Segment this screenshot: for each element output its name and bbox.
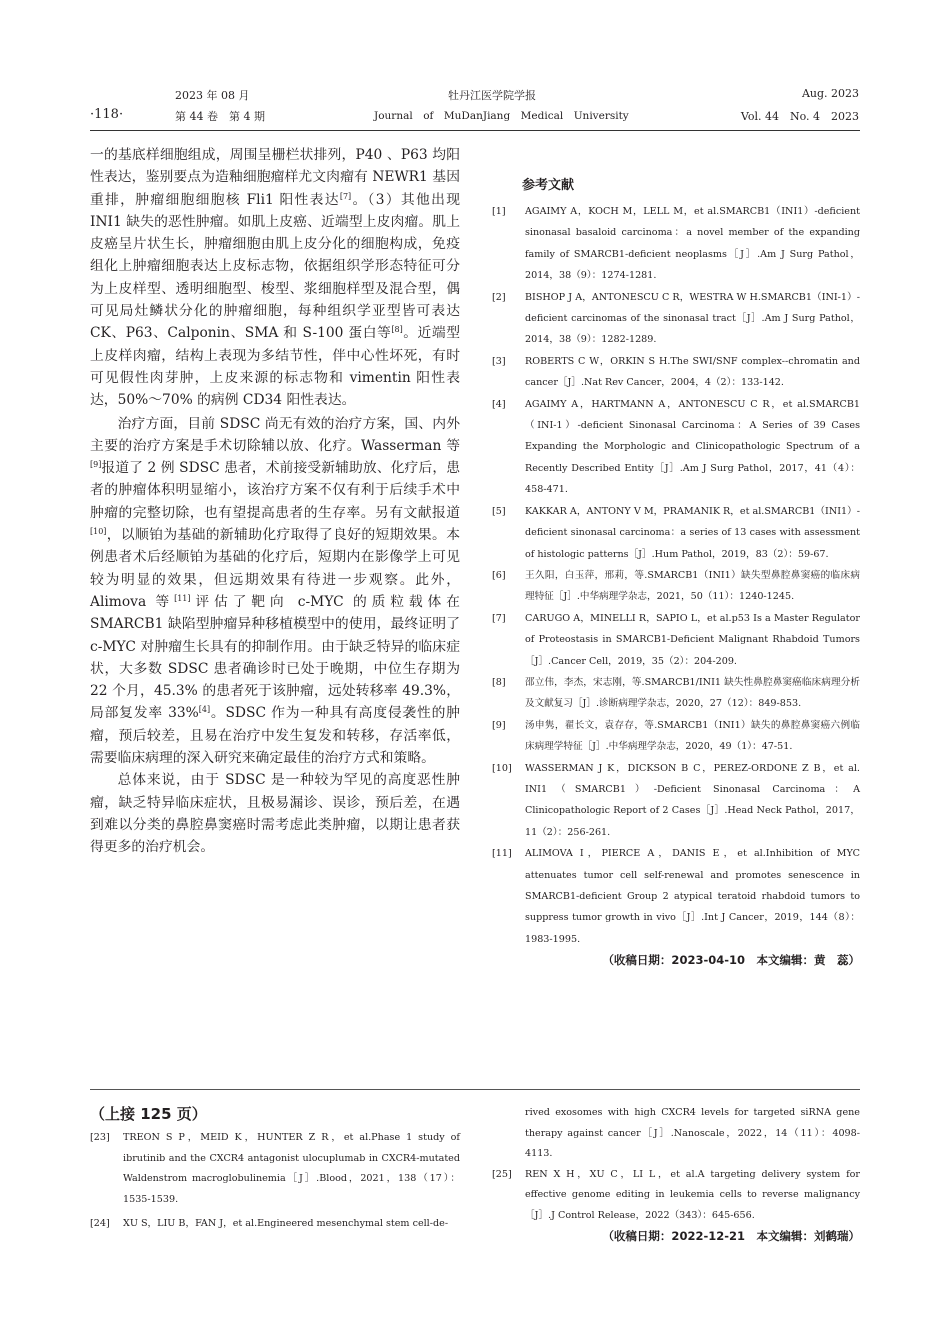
reference-item: [5] KAKKAR A，ANTONY V M，PRAMANIK R，et al.SMARCB1（INI1）-deficient sinonasal carcinoma：a series of 13 cases with assessment of histologic patterns［J］.Hum Pathol，2019，83（2）：59-67. — [492, 505, 860, 560]
reference-item: [7] CARUGO A，MINELLI R，SAPIO L，et al.p53 Is a Master Regulator of Proteostasis in SMARCB1-Deficient Malignant Rhabdoid Tumors［J］.Cancer Cell，2019，35（2）：204-209. — [492, 612, 860, 667]
reference-item: [4] AGAIMY A，HARTMANN A，ANTONESCU C R，et al.SMARCB1（INI-1）-deficient Sinonasal Carcinoma：A Series of 39 Cases Expanding the Morphologic and Clinicopathologic Spectrum of a Recently Described Entity［J］.Am J Surg Pathol，2017，41（4）：458-471. — [492, 398, 860, 496]
reference-item: [9] 汤申隽，翟长文，袁存存，等.SMARCB1（INI1）缺失的鼻腔鼻窦癌六例临床病理学特征［J］.中华病理学杂志，2020，49（1）：47-51. — [492, 719, 860, 753]
citation: [8] — [391, 325, 403, 335]
continuation-reference-list — [492, 1165, 860, 1227]
header-right-volume: Vol. 44 No. 4 2023 — [740, 110, 859, 123]
page-number: ·118· — [90, 107, 124, 122]
reference-item: [11] ALIMOVA I，PIERCE A，DANIS E，et al.Inhibition of MYC attenuates tumor cell self-renewal and promotes senescence in SMARCB1-deficient Group 2 atypical teratoid rhabdoid tumors to suppress tumor growth in vivo［J］.Int J Cancer，2019，144（8）：1983-1995. — [492, 848, 860, 945]
citation: [4] — [198, 705, 211, 715]
received-date-line: （收稿日期：2022-12-21 本文编辑：刘鹤瑞） — [602, 1229, 860, 1243]
citation: [10] — [90, 527, 107, 537]
references-title: 参考文献 — [522, 178, 575, 193]
header-rule — [90, 130, 860, 131]
reference-item: [3] ROBERTS C W，ORKIN S H.The SWI/SNF complex--chromatin and cancer［J］.Nat Rev Cancer，2004，4（2）：133-142. — [492, 355, 860, 389]
reference-item: [2] BISHOP J A，ANTONESCU C R，WESTRA W H.SMARCB1（INI-1）-deficient carcinomas of the sinonasal tract［J］.Am J Surg Pathol，2014，38（9）：1282-1289. — [492, 291, 860, 346]
continuation-right — [492, 1103, 860, 1246]
header-right-date: Aug. 2023 — [801, 87, 859, 100]
reference-item: [24] XU S，LIU B，FAN J，et al.Engineered mesenchymal stem cell-de- — [90, 1218, 449, 1229]
reference-continued-text: rived exosomes with high CXCR4 levels for targeted siRNA gene therapy against cancer［J］.Nanoscale，2022，14（11）：4098-4113. — [525, 1107, 860, 1159]
paragraph: 治疗方面，目前 SDSC 尚无有效的治疗方案，国、内外主要的治疗方案是手术切除辅以放、化疗。Wasserman 等[9]报道了 2 例 SDSC 患者，术前接受新辅助放、化疗后，患者的肿瘤体积明显缩小，该治疗方案不仅有利于后续手术中肿瘤的完整切除，也有望提高患者的生存率。另有文献报道[10]，以顺铂为基础的新辅助化疗取得了良好的短期效果。本例患者术后经顺铂为基础的化疗后，短期内在影像学上可见较为明显的效果，但远期效果有待进一步观察。此外，Alimova 等[11]评估了靶向 c-MYC 的质粒载体在 SMARCB1 缺陷型肿瘤异种移植模型中的使用，最终证明了 c-MYC 对肿瘤生长具有的抑制作用。由于缺乏特异的临床症状，大多数 SDSC 患者确诊时已处于晚期，中位生存期为 22 个月，45.3% 的患者死于该肿瘤，远处转移率 49.3%，局部复发率 33%[4]。SDSC 作为一种具有高度侵袭性的肿瘤，预后较差，且易在治疗中发生复发和转移，存活率低，需要临床病理的深入研究来确定最佳的治疗方式和策略。 — [90, 415, 460, 767]
reference-item: [6] 王久阳，白玉萍，邢莉，等.SMARCB1（INI1）缺失型鼻腔鼻窦癌的临床病理特征［J］.中华病理学杂志，2021，50（11）：1240-1245. — [492, 569, 860, 603]
received-date-line: （收稿日期：2023-04-10 本文编辑：黄 蕊） — [602, 953, 860, 968]
section-divider — [90, 1089, 860, 1090]
reference-item: [10] WASSERMAN J K，DICKSON B C，PEREZ-ORDONE Z B，et al. INI1（SMARCB1）-Deficient Sinonasal Carcinoma：A Clinicopathologic Report of 2 Cases［J］.Head Neck Pathol，2017，11（2）：256-261. — [492, 762, 860, 838]
reference-item: [8] 邵立伟，李杰，宋志刚，等.SMARCB1/INI1 缺失性鼻腔鼻窦癌临床病理分析及文献复习［J］.诊断病理学杂志，2020，27（12）：849-853. — [492, 676, 860, 710]
reference-item: [25] REN X H，XU C，LI L，et al.A targeting delivery system for effective genome editing in leukemia cells to reverse malignancy［J］.J Control Release，2022（343）：645-656. — [492, 1168, 860, 1221]
header-left-volume: 第 44 卷 第 4 期 — [175, 110, 265, 123]
reference-item: [23] TREON S P，MEID K，HUNTER Z R，et al.Phase 1 study of ibrutinib and the CXCR4 antagonist ulocuplumab in CXCR4-mutated Waldenstrom macroglobulinemia［J］.Blood，2021，138（17）：1535-1539. — [90, 1132, 460, 1205]
continuation-left — [90, 1103, 460, 1235]
citation: [11] — [174, 593, 191, 603]
journal-title-cn: 牡丹江医学院学报 — [448, 89, 536, 102]
reference-item: [1] AGAIMY A，KOCH M，LELL M，et al.SMARCB1（INI1）-deficient sinonasal basaloid carcinoma：a novel member of the expanding family of SMARCB1-deficient neoplasms［J］.Am J Surg Pathol，2014，38（9）：1274-1281. — [492, 206, 860, 282]
continuation-reference-list — [90, 1128, 460, 1235]
reference-list — [492, 201, 860, 950]
citation: [9] — [90, 460, 102, 470]
journal-title-en: Journal of MuDanJiang Medical University — [374, 110, 629, 122]
body-text-column — [90, 144, 460, 859]
paragraph: 一的基底样细胞组成，周围呈栅栏状排列，P40 、P63 均阳性表达，鉴别要点为造釉细胞瘤样尤文肉瘤有 NEWR1 基因重排，肿瘤细胞细胞核 Fli1 阳性表达[7]。（3）其他出现 INI1 缺失的恶性肿瘤。如肌上皮癌、近端型上皮肉瘤。肌上皮癌呈片状生长，肿瘤细胞由肌上皮分化的细胞构成，免疫组化上肿瘤细胞表达上皮标志物，依据组织学形态特征可分为上皮样型、透明细胞型、梭型、浆细胞样型及混合型，偶可见局灶鳞状分化的肿瘤细胞，每种组织学亚型皆可表达 CK、P63、Calponin、SMA 和 S-100 蛋白等[8]。近端型上皮样肉瘤，结构上表现为多结节性，伴中心性坏死，有时可见假性肉芽肿，上皮来源的标志物和 vimentin 阳性表达，50%～70% 的病例 CD34 阳性表达。 — [90, 147, 461, 409]
paragraph: 总体来说，由于 SDSC 是一种较为罕见的高度恶性肿瘤，缺乏特异临床症状，且极易漏诊、误诊，预后差，在遇到难以分类的鼻腔鼻窦癌时需考虑此类肿瘤，以期让患者获得更多的治疗机会。 — [90, 772, 460, 856]
continuation-title: （上接 125 页） — [90, 1105, 207, 1123]
header-left-date: 2023 年 08 月 — [175, 89, 250, 102]
references-section — [492, 174, 860, 970]
citation: [7] — [339, 191, 352, 201]
